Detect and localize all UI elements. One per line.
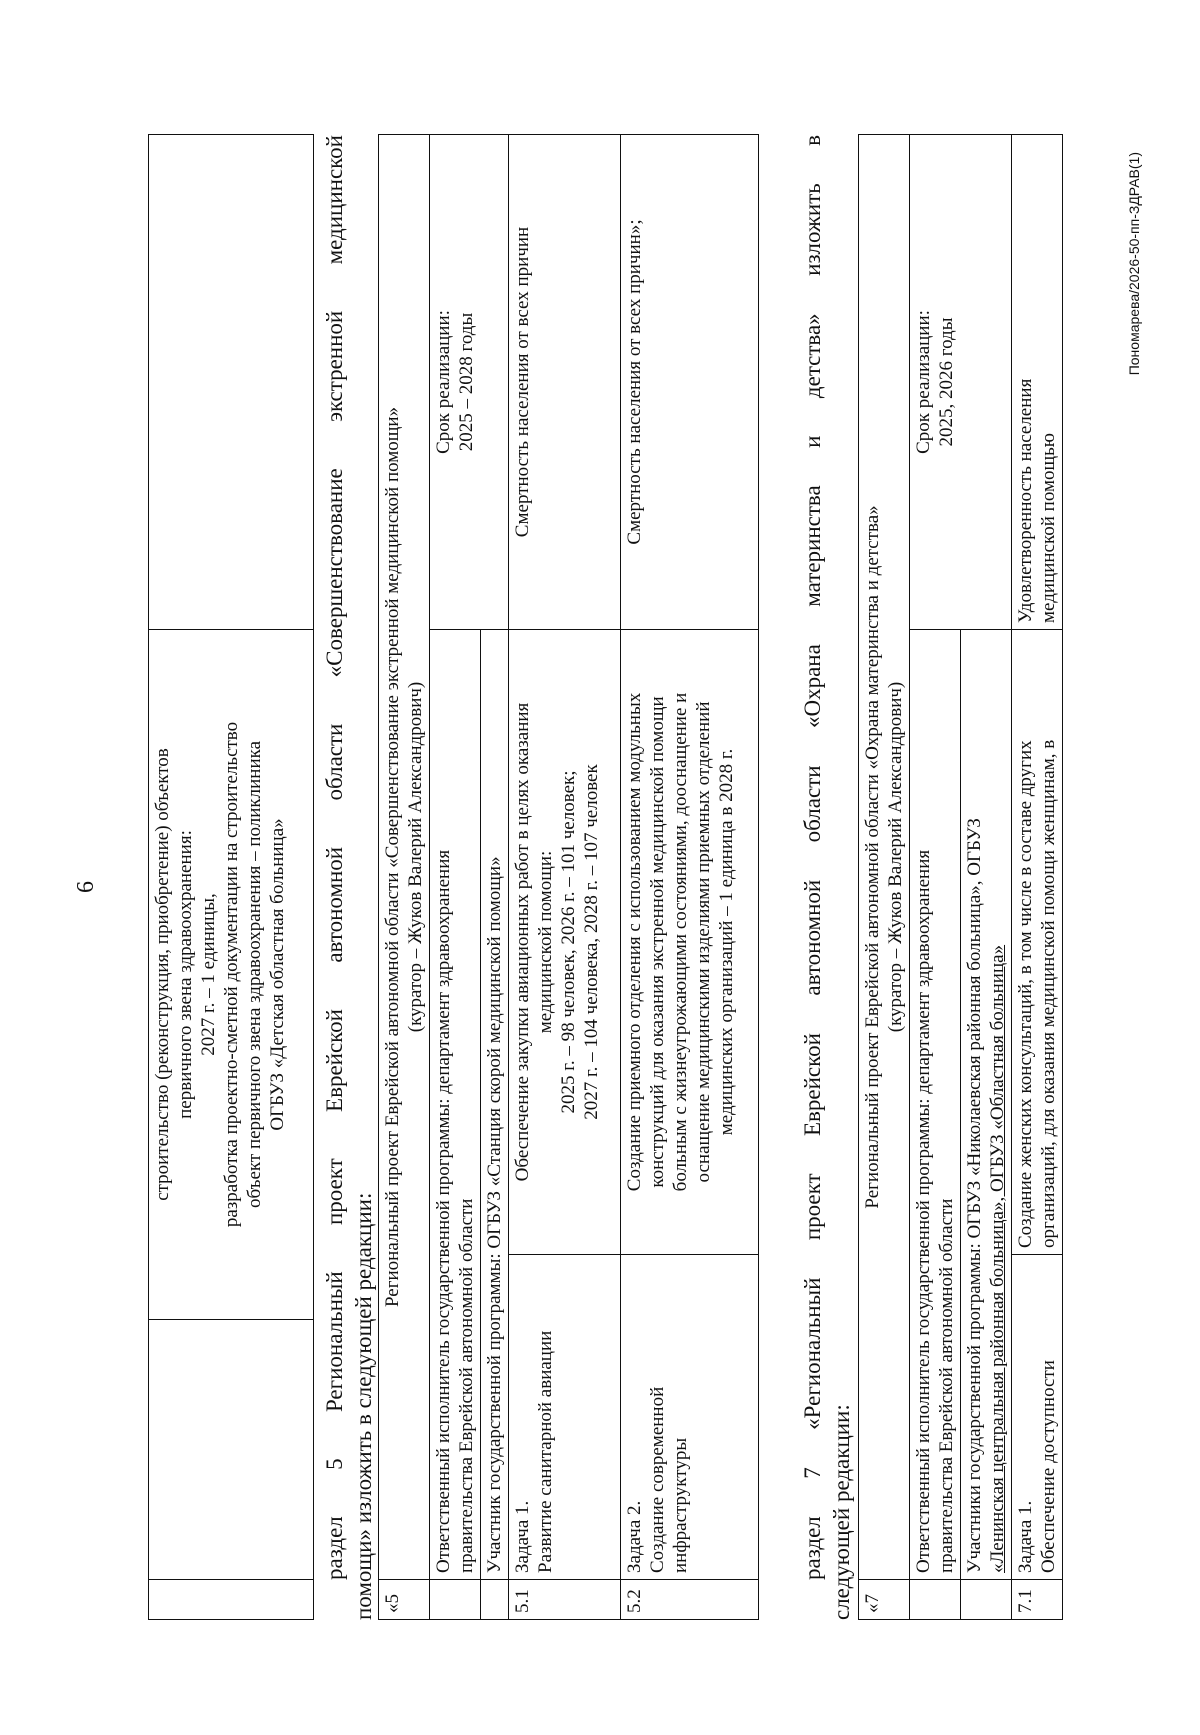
section5-row-desc — [621, 630, 759, 1255]
section5-responsible — [430, 630, 481, 1580]
section5-responsible-line2: правительства Еврейской автономной области — [456, 1198, 477, 1573]
section7-task-label: Задача 1. — [1015, 1500, 1036, 1573]
section5-task-text: Создание современной инфраструктуры — [647, 1386, 691, 1573]
section5-empty-cell — [430, 1580, 481, 1620]
section7-row-desc — [1012, 630, 1063, 1255]
section5-row-desc — [509, 630, 621, 1255]
section7-table-block — [858, 135, 1063, 1620]
section7-desc-line: Создание женских консультаций, в том числе в составе других — [1015, 740, 1036, 1248]
section5-desc-line: 2027 г. – 104 человека, 2028 г. – 107 человек — [581, 764, 602, 1120]
section7-empty-cell — [910, 1580, 961, 1620]
section5-intro-line2: помощи» изложить в следующей редакции: — [351, 1192, 376, 1620]
section5-title-cell — [379, 134, 430, 1579]
top-table-empty-cell — [149, 1320, 314, 1580]
section7-responsible-line2: правительства Еврейской автономной области — [936, 1198, 957, 1573]
section7-empty-cell — [961, 1580, 1012, 1620]
section5-desc-line: больным с жизнеугрожающими состояниями, дооснащение и — [670, 692, 691, 1192]
section7-term-value: 2025, 2026 годы — [936, 317, 957, 447]
top-table-empty-cell — [149, 1580, 314, 1620]
section7-row-task — [1012, 1255, 1063, 1580]
section7-title: Региональный проект Еврейской автономной области «Охрана материнства и детства» — [862, 505, 883, 1209]
section5-participant: Участник государственной программы: ОГБУЗ «Станция скорой медицинской помощи» — [481, 630, 509, 1580]
section7-indicator-line: медицинской помощью — [1038, 433, 1059, 623]
section5-term-value: 2025 – 2028 годы — [456, 312, 477, 452]
section7-task-text: Обеспечение доступности — [1038, 1360, 1059, 1573]
section7-table — [858, 134, 1063, 1620]
section7-intro-line2: следующей редакции: — [829, 1404, 854, 1620]
section5-term — [430, 134, 509, 629]
section7-intro-line1: раздел 7 «Региональный проект Еврейской автономной области «Охрана материнства и детства» изложить в — [800, 135, 825, 1580]
top-table-line: 2027 г. – 1 единицы, — [198, 893, 219, 1056]
top-table-block — [148, 135, 314, 1620]
section7-desc-line: организаций, для оказания медицинской помощи женщинам, в — [1038, 739, 1059, 1248]
section5-task-text: Развитие санитарной авиации — [535, 1330, 556, 1573]
section5-title: Региональный проект Еврейской автономной области «Совершенствование экстренной медицинской помощи» — [382, 406, 403, 1308]
section5-curator: (куратор – Жуков Валерий Александрович) — [405, 681, 426, 1033]
top-table-text-cell — [149, 630, 314, 1320]
top-table-line: ОГБУЗ «Детская областная больница» — [267, 818, 288, 1131]
section5-num: «5 — [379, 1580, 430, 1620]
section5-task-label: Задача 2. — [624, 1500, 645, 1573]
top-table-empty-cell — [149, 135, 314, 630]
section7-participants-line2: «Ленинская центральная районная больница», ОГБУЗ «Областная больница» — [987, 944, 1008, 1573]
section5-desc-line: оснащение медицинскими изделиями приемных отделений — [693, 701, 714, 1183]
page-number: 6 — [73, 881, 99, 893]
section7-responsible — [910, 630, 961, 1580]
section5-row-num: 5.2 — [621, 1580, 759, 1620]
section5-empty-cell — [481, 1580, 509, 1620]
section7-title-cell — [859, 134, 910, 1579]
top-table-line: объект первичного звена здравоохранения – поликлиника — [244, 740, 265, 1209]
section7-term — [910, 134, 1012, 629]
section5-intro-line1: раздел 5 Региональный проект Еврейской автономной области «Совершенствование экстренной медицинской — [322, 135, 347, 1580]
section5-desc-line: Создание приемного отделения с использованием модульных — [624, 692, 645, 1192]
top-table-line: строительство (реконструкция, приобретение) объектов — [152, 748, 173, 1201]
section7-curator: (куратор – Жуков Валерий Александрович) — [885, 681, 906, 1033]
section7-num: «7 — [859, 1580, 910, 1620]
top-table-line: первичного звена здравоохранения: — [175, 830, 196, 1119]
section5-intro — [320, 135, 378, 1620]
section7-participants — [961, 630, 1012, 1580]
section7-row-num: 7.1 — [1012, 1580, 1063, 1620]
section7-responsible-line1: Ответственный исполнитель государственной программы: департамент здравоохранения — [913, 849, 934, 1573]
section5-row-task — [509, 1255, 621, 1580]
section7-term-label: Срок реализации: — [913, 310, 934, 454]
section7-participants-line1: Участники государственной программы: ОГБУЗ «Николаевская районная больница», ОГБУЗ — [964, 818, 985, 1573]
section5-desc-line: медицинской помощи: — [535, 850, 556, 1034]
section5-term-label: Срок реализации: — [433, 310, 454, 454]
section5-row-indicator: Смертность населения от всех причин»; — [621, 134, 759, 629]
section5-table-block — [378, 135, 759, 1620]
document-footer: Пономарева/2026-50-пп-ЗДРАВ(1) — [1126, 152, 1142, 376]
section5-row-indicator: Смертность населения от всех причин — [509, 134, 621, 629]
section7-intro — [798, 135, 856, 1620]
section5-row-num: 5.1 — [509, 1580, 621, 1620]
top-table — [148, 134, 314, 1620]
section5-row-task — [621, 1255, 759, 1580]
section7-row-indicator — [1012, 134, 1063, 629]
section5-table — [378, 134, 759, 1620]
section5-task-label: Задача 1. — [512, 1500, 533, 1573]
section7-indicator-line: Удовлетворенность населения — [1015, 378, 1036, 623]
section5-desc-line: Обеспечение закупки авиационных работ в целях оказания — [512, 702, 533, 1182]
section5-desc-line: конструкций для оказания экстренной медицинской помощи — [647, 696, 668, 1188]
section5-desc-line: медицинских организаций – 1 единица в 2028 г. — [716, 748, 737, 1136]
section5-desc-line: 2025 г. – 98 человек, 2026 г. – 101 человек; — [558, 770, 579, 1114]
top-table-line: разработка проектно-сметной документации на строительство — [221, 721, 242, 1228]
section5-responsible-line1: Ответственный исполнитель государственной программы: департамент здравоохранения — [433, 849, 454, 1573]
